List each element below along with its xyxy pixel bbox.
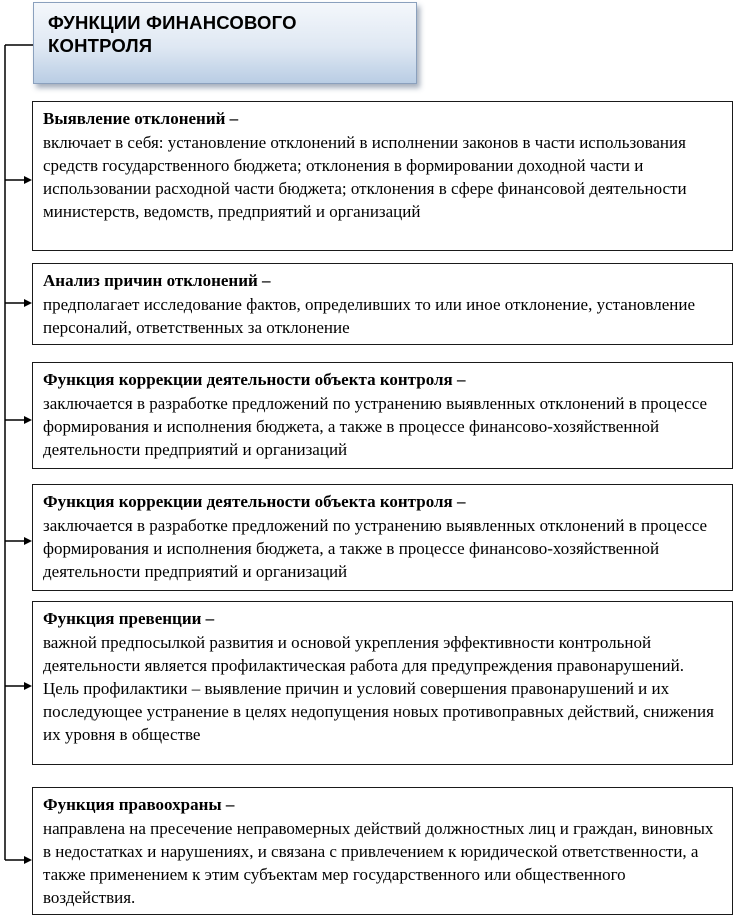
diagram-title: ФУНКЦИИ ФИНАНСОВОГО КОНТРОЛЯ — [48, 12, 297, 56]
header-box — [33, 2, 417, 84]
function-title: Функция коррекции деятельности объекта контроля – — [43, 492, 466, 511]
arrowhead-3 — [24, 416, 32, 424]
arrowhead-5 — [24, 682, 32, 690]
function-title: Анализ причин отклонений – — [43, 271, 271, 290]
function-title: Функция превенции – — [43, 609, 215, 628]
arrowhead-2 — [24, 299, 32, 307]
function-description: заключается в разработке предложений по устранению выявленных отклонений в процессе формирования и исполнения бюджета, а также в процессе финансово-хозяйственной деятельности предприятий и организаций — [43, 393, 708, 459]
function-box-prevention — [32, 601, 733, 765]
function-description: предполагает исследование фактов, определивших то или иное отклонение, установление персоналий, ответственных за отклонение — [43, 294, 695, 337]
function-title: Функция коррекции деятельности объекта контроля – — [43, 370, 466, 389]
arrowhead-1 — [24, 176, 32, 184]
function-box-correction-1 — [32, 362, 733, 469]
function-description: направлена на пресечение неправомерных действий должностных лиц и граждан, виновных в недостатках и нарушениях, и связана с привлечением к юридической ответственности, а также применением к этим субъектам мер государственного или общественного воздействия. — [43, 818, 714, 907]
function-description: заключается в разработке предложений по устранению выявленных отклонений в процессе формирования и исполнения бюджета, а также в процессе финансово-хозяйственной деятельности предприятий и организаций — [43, 515, 708, 581]
function-box-law-enforcement — [32, 787, 733, 915]
function-box-correction-2 — [32, 484, 733, 591]
arrowhead-6 — [24, 856, 32, 864]
function-box-detection — [32, 101, 733, 251]
function-title: Функция правоохраны – — [43, 795, 235, 814]
function-title: Выявление отклонений – — [43, 109, 239, 128]
function-description: включает в себя: установление отклонений в исполнении законов в части использования средств государственного бюджета; отклонения в формировании доходной части и использовании расходной части бюджета; отклонения в сфере финансовой деятельности министерств, ведомств, предприятий и организаций — [43, 132, 687, 221]
arrowhead-4 — [24, 537, 32, 545]
function-box-cause-analysis — [32, 263, 733, 345]
function-description: важной предпосылкой развития и основой укрепления эффективности контрольной деятельности является профилактическая работа для предупреждения правонарушений. Цель профилактики – выявление причин и условий совершения правонарушений и их последующее устранение в целях недопущения новых противоправных действий, снижения их уровня в обществе — [43, 632, 714, 744]
